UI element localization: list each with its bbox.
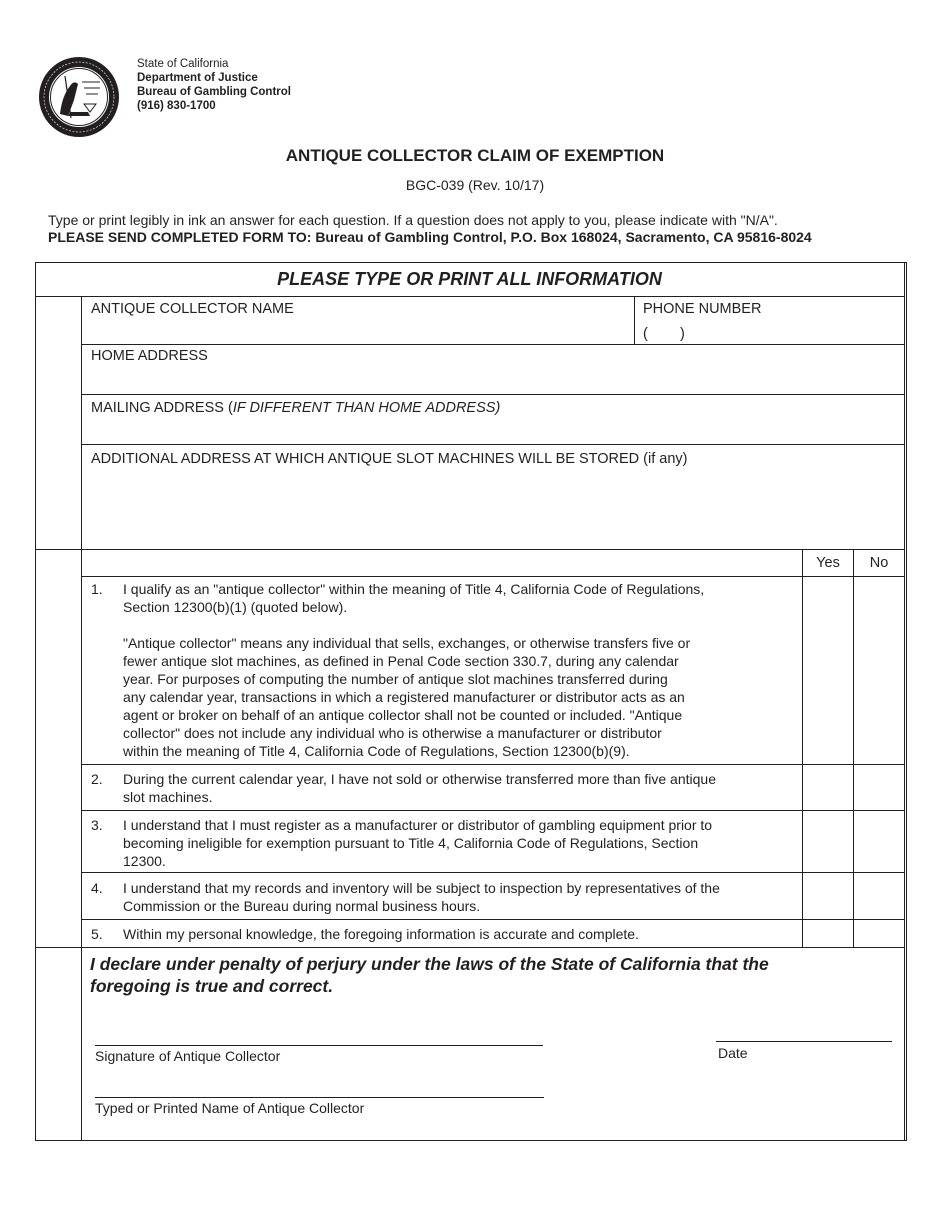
question-4-number: 4. [91, 880, 103, 896]
question-4-yes-box[interactable] [803, 873, 853, 919]
question-3-line: I understand that I must register as a manufacturer or distributor of gambling equipment prior to [123, 817, 713, 833]
divider [35, 947, 904, 948]
question-1-quote-line: collector" does not include any individual who is otherwise a manufacturer or distributor [123, 725, 662, 741]
question-2-yes-box[interactable] [803, 765, 853, 810]
department-of-justice-seal [38, 56, 120, 138]
form-frame-double-edge [904, 262, 907, 1141]
phone-number-label[interactable]: PHONE NUMBER [643, 301, 762, 317]
question-5-text [123, 925, 793, 943]
perjury-declaration [90, 953, 870, 997]
divider [634, 296, 635, 344]
question-1-quote-line: fewer antique slot machines, as defined in Penal Code section 330.7, during any calendar [123, 653, 679, 669]
question-1-quote-line: within the meaning of Title 4, California Code of Regulations, Section 12300(b)(9). [123, 743, 630, 759]
question-5-no-box[interactable] [854, 920, 904, 947]
divider [81, 919, 904, 920]
divider [81, 576, 904, 577]
question-4-line: I understand that my records and inventory will be subject to inspection by representatives of the [123, 880, 720, 896]
home-address-label[interactable]: HOME ADDRESS [91, 348, 208, 364]
question-1-number: 1. [91, 581, 103, 597]
question-1-quote [123, 634, 793, 760]
question-2-number: 2. [91, 771, 103, 787]
signature-label: Signature of Antique Collector [95, 1048, 281, 1064]
declaration-line-1: I declare under penalty of perjury under the laws of the State of California that the [90, 954, 769, 974]
printed-name-label: Typed or Printed Name of Antique Collector [95, 1100, 365, 1116]
question-1-line: I qualify as an "antique collector" within the meaning of Title 4, California Code of Regulations, [123, 581, 705, 597]
divider [81, 344, 904, 345]
date-label: Date [718, 1045, 748, 1061]
question-1-yes-box[interactable] [803, 577, 853, 764]
question-4-line: Commission or the Bureau during normal business hours. [123, 898, 481, 914]
question-3-line: 12300. [123, 853, 166, 869]
divider [81, 810, 904, 811]
question-3-no-box[interactable] [854, 811, 904, 872]
question-2-no-box[interactable] [854, 765, 904, 810]
instructions-line-1: Type or print legibly in ink an answer for each question. If a question does not apply to you, please indicate with "N/A". [48, 212, 778, 228]
question-3-line: becoming ineligible for exemption pursuant to Title 4, California Code of Regulations, Section [123, 835, 699, 851]
declaration-line-2: foregoing is true and correct. [90, 976, 334, 996]
question-3-number: 3. [91, 817, 103, 833]
question-1-line: Section 12300(b)(1) (quoted below). [123, 599, 348, 615]
question-1-quote-line: "Antique collector" means any individual that sells, exchanges, or otherwise transfers five or [123, 635, 691, 651]
question-4-text [123, 879, 793, 915]
mailing-address-label[interactable] [91, 399, 500, 417]
section-header: PLEASE TYPE OR PRINT ALL INFORMATION [277, 269, 662, 289]
date-line[interactable] [716, 1041, 892, 1042]
question-1-quote-line: year. For purposes of computing the number of antique slot machines transferred during [123, 671, 668, 687]
agency-bureau: Bureau of Gambling Control [137, 86, 291, 98]
question-5-line: Within my personal knowledge, the foregoing information is accurate and complete. [123, 926, 639, 942]
question-1-no-box[interactable] [854, 577, 904, 764]
agency-block [137, 57, 291, 113]
agency-state: State of California [137, 58, 229, 70]
signature-line[interactable] [95, 1045, 543, 1046]
phone-area-code-parens: ( ) [643, 326, 685, 342]
divider [35, 296, 904, 297]
printed-name-line[interactable] [95, 1097, 544, 1098]
divider [81, 764, 904, 765]
left-gutter-line [81, 296, 82, 1141]
yes-column-header: Yes [816, 555, 840, 571]
no-column-header: No [869, 555, 889, 571]
form-title: ANTIQUE COLLECTOR CLAIM OF EXEMPTION [285, 146, 665, 165]
question-3-yes-box[interactable] [803, 811, 853, 872]
question-5-yes-box[interactable] [803, 920, 853, 947]
question-2-text [123, 770, 793, 806]
question-1-quote-line: any calendar year, transactions in which a registered manufacturer or distributor acts as an [123, 689, 685, 705]
agency-phone: (916) 830-1700 [137, 100, 216, 112]
question-4-no-box[interactable] [854, 873, 904, 919]
instructions-mail-to: PLEASE SEND COMPLETED FORM TO: Bureau of Gambling Control, P.O. Box 168024, Sacramento, CA 95816-8024 [48, 229, 812, 245]
instructions [48, 212, 812, 246]
collector-name-label[interactable]: ANTIQUE COLLECTOR NAME [91, 301, 294, 317]
additional-address-label[interactable]: ADDITIONAL ADDRESS AT WHICH ANTIQUE SLOT MACHINES WILL BE STORED (if any) [91, 451, 688, 467]
mailing-address-label-main: MAILING ADDRESS ( [91, 400, 233, 416]
divider [81, 872, 904, 873]
question-1-text [123, 580, 793, 616]
question-1-quote-line: agent or broker on behalf of an antique collector shall not be counted or included. "Antique [123, 707, 683, 723]
divider [81, 394, 904, 395]
agency-department: Department of Justice [137, 72, 258, 84]
question-2-line: slot machines. [123, 789, 213, 805]
form-number: BGC-039 (Rev. 10/17) [405, 177, 545, 193]
question-3-text [123, 816, 793, 870]
question-5-number: 5. [91, 926, 103, 942]
divider [81, 444, 904, 445]
question-2-line: During the current calendar year, I have not sold or otherwise transferred more than five antique [123, 771, 716, 787]
mailing-address-label-note: IF DIFFERENT THAN HOME ADDRESS) [232, 400, 501, 416]
divider [35, 549, 904, 550]
